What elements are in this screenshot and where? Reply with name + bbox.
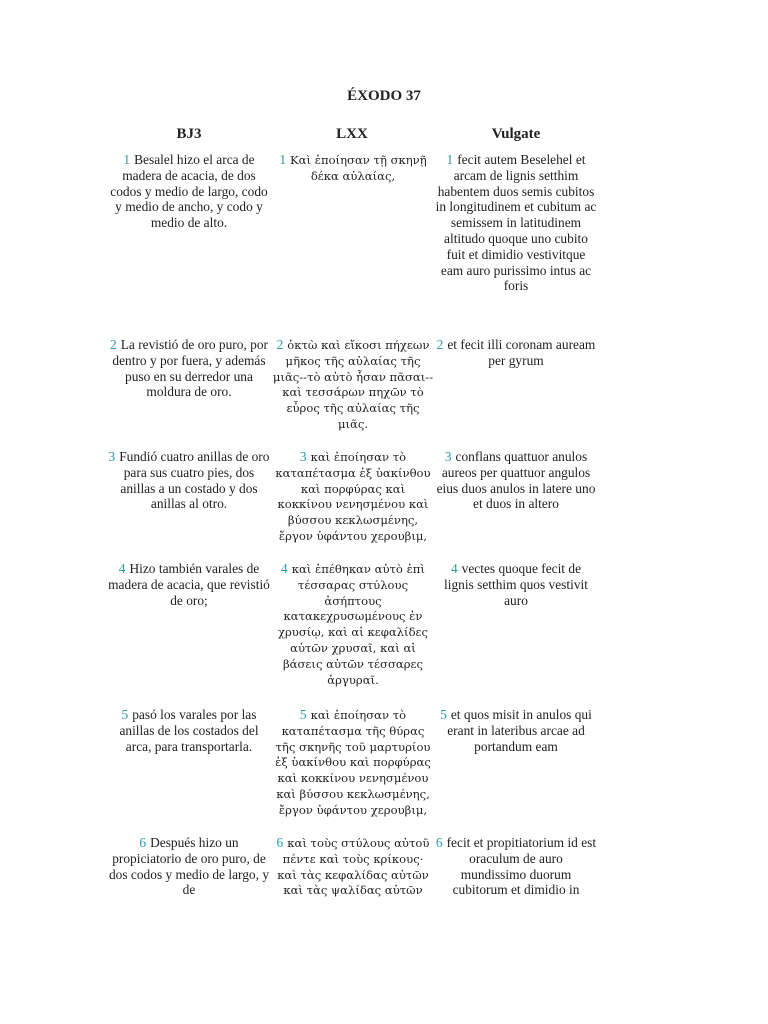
column-header-bj3: BJ3 — [176, 126, 202, 142]
verse-number: 3 — [108, 449, 116, 464]
verse-lxx — [272, 337, 434, 433]
verse-number: 5 — [299, 707, 307, 722]
verse-number: 2 — [436, 337, 444, 352]
verse-number: 3 — [299, 449, 307, 464]
verse-text: et quos misit in anulos qui erant in lateribus arcae ad portandum eam — [447, 707, 592, 754]
verse-number: 4 — [281, 561, 288, 576]
verse-vulgate — [435, 449, 597, 512]
verse-lxx — [272, 561, 434, 688]
verse-number: 2 — [110, 337, 117, 352]
verse-text: fecit et propitiatorium id est oraculum de auro mundissimo duorum cubitorum et dimidio in — [446, 835, 597, 898]
verse-text: conflans quattuor anulos aureos per quattuor angulos eius duos anulos in latere uno et duos in altero — [436, 449, 596, 512]
verse-text: καὶ ἐπέθηκαν αὐτὸ ἐπὶ τέσσαρας στύλους ἀσήπτους κατακεχρυσωμένους ἐν χρυσίῳ, καὶ αἱ κεφαλίδες αὐτῶν χρυσαῖ, καὶ αἱ βάσεις αὐτῶν τέσσαρες ἀργυραῖ. — [277, 562, 429, 687]
verse-bj3 — [108, 561, 270, 608]
verse-number: 1 — [123, 152, 131, 167]
verse-text: ὀκτὼ καὶ εἴκοσι πήχεων μῆκος τῆς αὐλαίας τῆς μιᾶς--τὸ αὐτὸ ἦσαν πᾶσαι-- καὶ τεσσάρων πηχῶν τὸ εὖρος τῆς αὐλαίας τῆς μιᾶς. — [272, 338, 434, 431]
verse-text: et fecit illi coronam auream per gyrum — [447, 337, 596, 368]
verse-text: fecit autem Beselehel et arcam de lignis setthim habentem duos semis cubitos in longitudinem et cubitum ac semissem in latitudinem altitudo quoque uno cubito fuit et dimidio vestivitque eam auro purissimo intus ac foris — [435, 152, 597, 294]
verse-vulgate — [435, 337, 597, 369]
page-title: ÉXODO 37 — [347, 88, 421, 104]
verse-number: 4 — [118, 561, 126, 576]
verse-lxx — [272, 835, 434, 899]
verse-bj3 — [108, 707, 270, 754]
verse-vulgate — [435, 561, 597, 608]
verse-number: 6 — [139, 835, 147, 850]
verse-number: 1 — [279, 152, 287, 167]
verse-number: 2 — [276, 337, 284, 352]
verse-text: Hizo también varales de madera de acacia, que revistió de oro; — [108, 561, 270, 608]
verse-lxx — [272, 152, 434, 185]
verse-text: καὶ ἐποίησαν τὸ καταπέτασμα ἐξ ὑακίνθου καὶ πορφύρας καὶ κοκκίνου νενησμένου καὶ βύσσου κεκλωσμένης, ἔργον ὑφάντου χερουβιμ, — [275, 450, 431, 543]
verse-number: 6 — [276, 835, 284, 850]
verse-lxx — [272, 707, 434, 819]
verse-text: La revistió de oro puro, por dentro y por fuera, y además puso en su derredor una moldura de oro. — [112, 337, 268, 400]
verse-text: Καὶ ἐποίησαν τῇ σκηνῇ δέκα αὐλαίας, — [290, 153, 427, 183]
verse-number: 6 — [435, 835, 443, 850]
column-header-lxx: LXX — [336, 126, 368, 142]
verse-vulgate — [435, 707, 597, 754]
verse-lxx — [272, 449, 434, 545]
verse-text: Después hizo un propiciatorio de oro puro, de dos codos y medio de largo, y de — [108, 835, 270, 898]
verse-number: 1 — [446, 152, 454, 167]
verse-text: καὶ ἐποίησαν τὸ καταπέτασμα τῆς θύρας τῆς σκηνῆς τοῦ μαρτυρίου ἐξ ὑακίνθου καὶ πορφύρας καὶ κοκκίνου νενησμένου καὶ βύσσου κεκλωσμένης, ἔργον ὑφάντου χερουβιμ, — [275, 708, 431, 817]
verse-number: 4 — [450, 561, 458, 576]
verse-bj3 — [108, 152, 270, 231]
verse-vulgate — [435, 152, 597, 294]
verse-text: Fundió cuatro anillas de oro para sus cuatro pies, dos anillas a un costado y dos anillas al otro. — [119, 449, 270, 512]
verse-number: 5 — [121, 707, 129, 722]
verse-text: vectes quoque fecit de lignis setthim quos vestivit auro — [444, 561, 588, 608]
verse-text: καὶ τοὺς στύλους αὐτοῦ πέντε καὶ τοὺς κρίκους· καὶ τὰς κεφαλίδας αὐτῶν καὶ τὰς ψαλίδας αὐτῶν — [277, 836, 430, 898]
verse-text: Besalel hizo el arca de madera de acacia, de dos codos y medio de largo, codo y medio de ancho, y codo y medio de alto. — [110, 152, 268, 231]
verse-vulgate — [435, 835, 597, 898]
verse-bj3 — [108, 337, 270, 400]
verse-number: 5 — [440, 707, 447, 722]
column-header-vulgate: Vulgate — [491, 126, 541, 142]
verse-bj3 — [108, 835, 270, 898]
verse-number: 3 — [444, 449, 452, 464]
verse-bj3 — [108, 449, 270, 512]
verse-text: pasó los varales por las anillas de los costados del arca, para transportarla. — [119, 707, 259, 754]
